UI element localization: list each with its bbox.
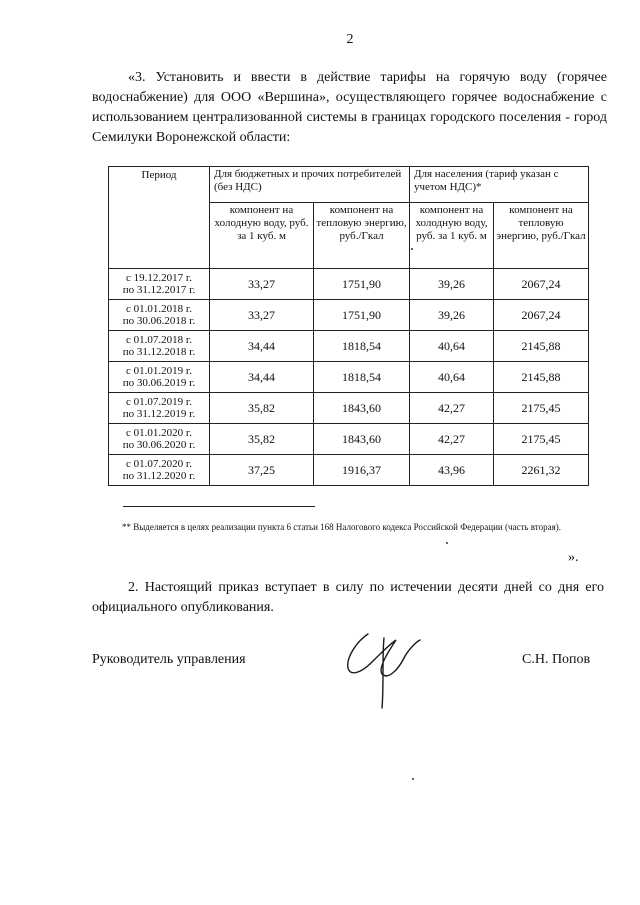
heat-population-cell: 2145,88 (494, 362, 589, 393)
heat-population-cell: 2145,88 (494, 331, 589, 362)
period-to: по 30.06.2020 г. (122, 439, 196, 451)
period-cell (109, 269, 210, 300)
period-from: с 01.01.2019 г. (126, 365, 192, 377)
header-cold-population: компонент на холодную воду, руб. за 1 куб. м (410, 203, 494, 269)
intro-line: «3. Установить и ввести в действие тарифы на горячую воду (горячее (128, 70, 607, 85)
period-from: с 01.07.2020 г. (126, 458, 192, 470)
cold-population-cell: 40,64 (410, 331, 494, 362)
intro-paragraph (92, 68, 607, 148)
header-group-population: Для населения (тариф указан с учетом НДС)* (410, 167, 589, 203)
signer-name: С.Н. Попов (522, 652, 591, 667)
heat-budget-cell: 1751,90 (314, 300, 410, 331)
table-row (109, 424, 589, 455)
period-cell (109, 455, 210, 486)
period-from: с 01.01.2018 г. (126, 303, 192, 315)
period-cell (109, 300, 210, 331)
heat-budget-cell: 1818,54 (314, 362, 410, 393)
cold-population-cell: 42,27 (410, 393, 494, 424)
heat-budget-cell: 1916,37 (314, 455, 410, 486)
intro-line: городского поселения - город Семилуки Воронежской области: (92, 110, 608, 145)
heat-population-cell: 2067,24 (494, 300, 589, 331)
heat-population-cell: 2175,45 (494, 393, 589, 424)
cold-population-cell: 43,96 (410, 455, 494, 486)
cold-budget-cell: 33,27 (210, 300, 314, 331)
heat-budget-cell: 1843,60 (314, 424, 410, 455)
scan-speck (446, 542, 448, 544)
table-row (109, 331, 589, 362)
period-cell (109, 393, 210, 424)
scan-speck (412, 778, 414, 780)
period-from: с 01.01.2020 г. (126, 427, 192, 439)
signer-position: Руководитель управления (92, 652, 246, 667)
period-cell (109, 331, 210, 362)
cold-population-cell: 42,27 (410, 424, 494, 455)
intro-line: водоснабжение с использованием централизованной системы в границах (92, 90, 607, 125)
table-row (109, 393, 589, 424)
period-to: по 30.06.2019 г. (122, 377, 196, 389)
period-from: с 19.12.2017 г. (126, 272, 192, 284)
header-period: Период (109, 167, 210, 269)
period-from: с 01.07.2019 г. (126, 396, 192, 408)
heat-population-cell: 2175,45 (494, 424, 589, 455)
handwritten-signature (338, 628, 422, 710)
period-cell (109, 362, 210, 393)
closing-quote: ». (568, 550, 579, 565)
period-from: с 01.07.2018 г. (126, 334, 192, 346)
period-cell (109, 424, 210, 455)
order-paragraph: 2. Настоящий приказ вступает в силу по истечении десяти дней со дня его официального опубликования. (92, 580, 604, 615)
intro-line: водоснабжение) для ООО «Вершина», осуществляющего горячее (92, 90, 498, 105)
cold-population-cell: 39,26 (410, 269, 494, 300)
heat-budget-cell: 1751,90 (314, 269, 410, 300)
cold-budget-cell: 34,44 (210, 362, 314, 393)
period-to: по 31.12.2019 г. (122, 408, 196, 420)
header-heat-budget: компонент на тепловую энергию, руб./Гкал (314, 203, 410, 269)
cold-population-cell: 39,26 (410, 300, 494, 331)
heat-budget-cell: 1843,60 (314, 393, 410, 424)
table-row (109, 455, 589, 486)
tariff-table (108, 166, 589, 486)
header-heat-population: компонент на тепловую энергию, руб./Гкал (494, 203, 589, 269)
footnote-divider (123, 506, 315, 507)
period-to: по 31.12.2020 г. (122, 470, 196, 482)
cold-budget-cell: 35,82 (210, 393, 314, 424)
table-row (109, 269, 589, 300)
period-to: по 31.12.2018 г. (122, 346, 196, 358)
cold-budget-cell: 37,25 (210, 455, 314, 486)
cold-budget-cell: 33,27 (210, 269, 314, 300)
table-row (109, 300, 589, 331)
page-number: 2 (346, 32, 354, 47)
footnote: ** Выделяется в целях реализации пункта 6 статьи 168 Налогового кодекса Российской Федерации (часть вторая). (122, 522, 561, 532)
header-group-budget: Для бюджетных и прочих потребителей (без НДС) (210, 167, 410, 203)
heat-population-cell: 2067,24 (494, 269, 589, 300)
scan-speck (411, 248, 413, 250)
cold-population-cell: 40,64 (410, 362, 494, 393)
table-row (109, 362, 589, 393)
header-cold-budget: компонент на холодную воду, руб. за 1 куб. м (210, 203, 314, 269)
cold-budget-cell: 35,82 (210, 424, 314, 455)
period-to: по 30.06.2018 г. (122, 315, 196, 327)
heat-population-cell: 2261,32 (494, 455, 589, 486)
heat-budget-cell: 1818,54 (314, 331, 410, 362)
cold-budget-cell: 34,44 (210, 331, 314, 362)
period-to: по 31.12.2017 г. (122, 284, 196, 296)
